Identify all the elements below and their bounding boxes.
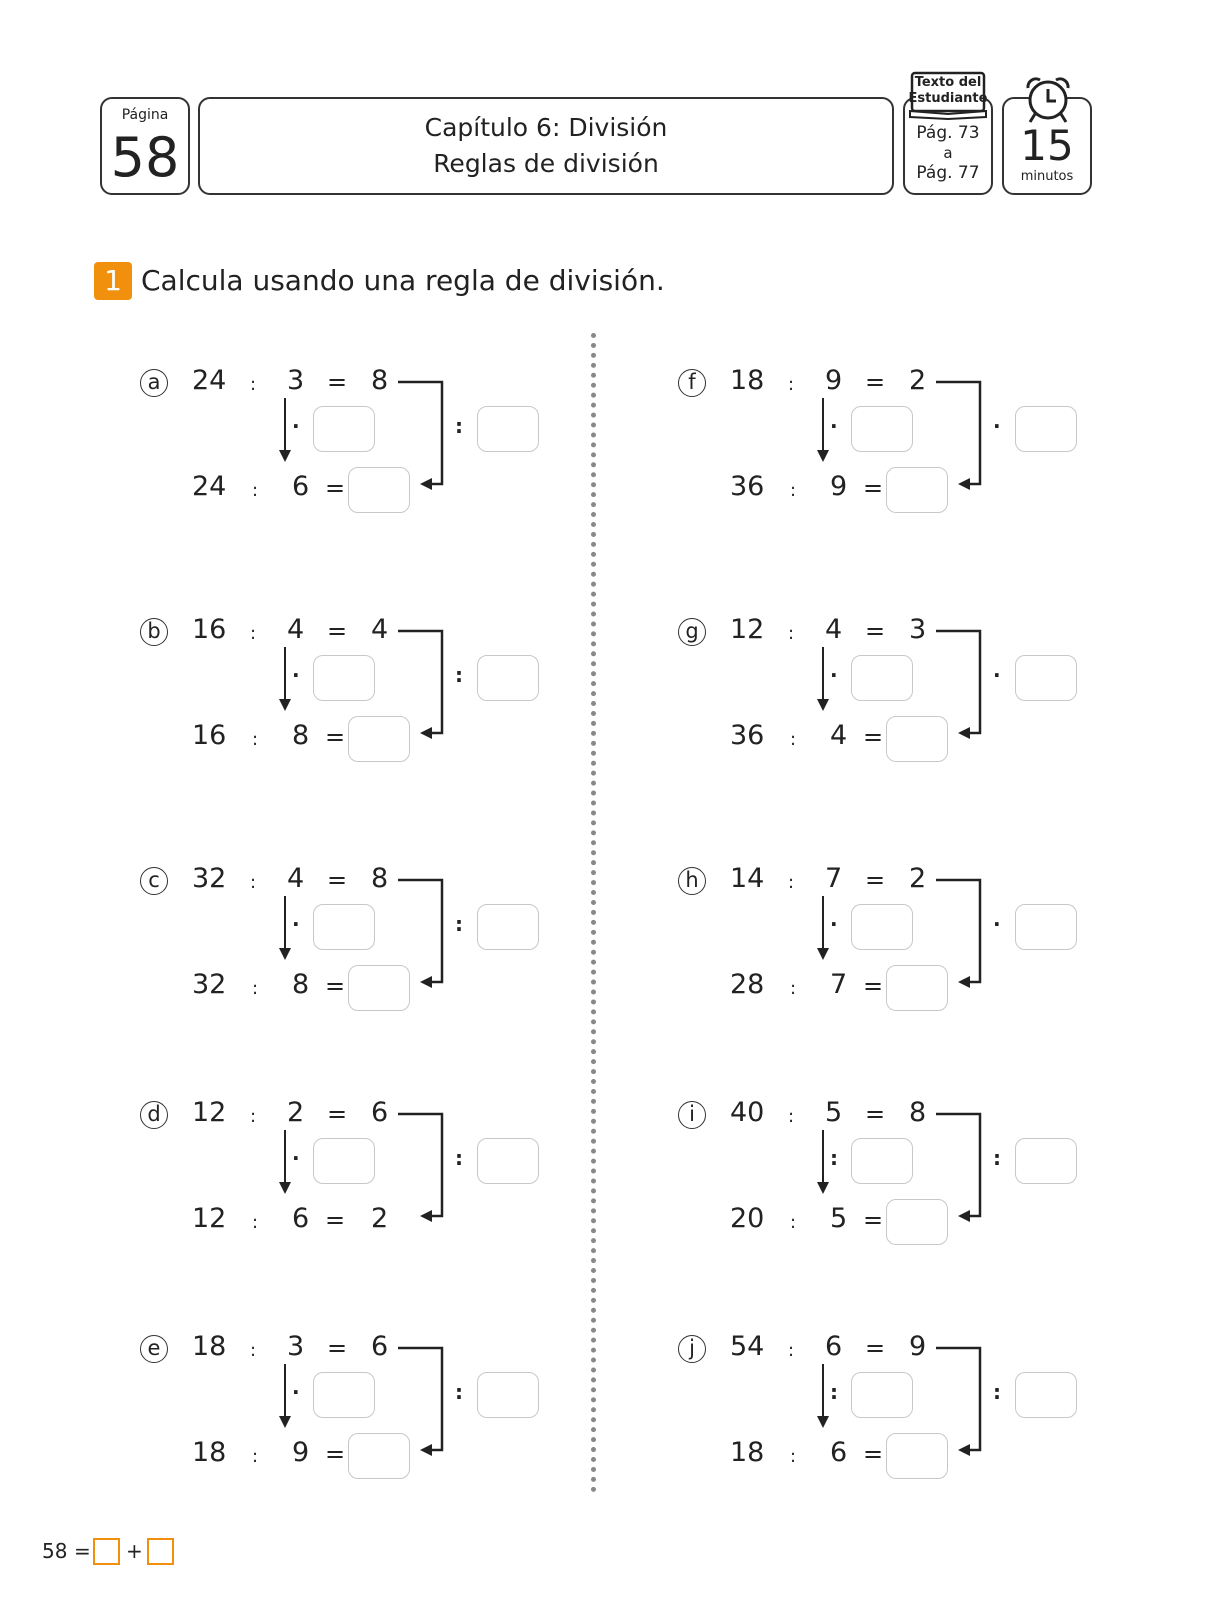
- bottom-equals: =: [325, 972, 346, 1000]
- bottom-divisor: 5: [830, 1203, 848, 1234]
- problem-label: c: [140, 867, 168, 895]
- bottom-divide-sign: :: [790, 729, 797, 750]
- problem-label: a: [140, 369, 168, 397]
- top-equals: =: [865, 1100, 886, 1128]
- top-divide-sign: :: [250, 623, 257, 644]
- minutes-value: 15: [1020, 121, 1074, 170]
- bottom-dividend: 24: [192, 471, 227, 502]
- bottom-dividend: 32: [192, 969, 227, 1000]
- arrows-icon: [140, 362, 460, 512]
- bottom-dividend: 36: [730, 471, 765, 502]
- top-quotient: 9: [909, 1331, 927, 1362]
- top-dividend: 12: [192, 1097, 227, 1128]
- bottom-divisor: 8: [292, 720, 310, 751]
- left-operator: ·: [830, 912, 838, 936]
- answer-box-right[interactable]: [1015, 406, 1077, 452]
- top-quotient: 3: [909, 614, 927, 645]
- left-operator: ·: [292, 414, 300, 438]
- page-number: 58: [110, 126, 180, 189]
- top-dividend: 24: [192, 365, 227, 396]
- top-divide-sign: :: [788, 374, 795, 395]
- bottom-divisor: 7: [830, 969, 848, 1000]
- left-operator: ·: [292, 912, 300, 936]
- top-equals: =: [327, 1334, 348, 1362]
- bottom-equals: =: [325, 474, 346, 502]
- right-operator: :: [993, 1146, 1001, 1170]
- bottom-divisor: 8: [292, 969, 310, 1000]
- column-divider: [591, 333, 596, 1493]
- left-operator: ·: [292, 1146, 300, 1170]
- bottom-dividend: 16: [192, 720, 227, 751]
- bottom-equals: =: [863, 1440, 884, 1468]
- problem-label: g: [678, 618, 706, 646]
- bottom-divisor: 9: [292, 1437, 310, 1468]
- exercise-instruction: Calcula usando una regla de división.: [141, 264, 665, 297]
- left-operator: ·: [292, 663, 300, 687]
- answer-box-right[interactable]: [477, 655, 539, 701]
- top-divisor: 2: [287, 1097, 305, 1128]
- right-operator: :: [455, 1146, 463, 1170]
- footer-equals: =: [74, 1539, 91, 1563]
- left-operator: ·: [292, 1380, 300, 1404]
- top-dividend: 40: [730, 1097, 765, 1128]
- bottom-divide-sign: :: [790, 978, 797, 999]
- bottom-equals: =: [325, 723, 346, 751]
- answer-box-right[interactable]: [477, 406, 539, 452]
- top-divide-sign: :: [250, 374, 257, 395]
- right-operator: ·: [993, 663, 1001, 687]
- arrows-icon: [678, 611, 998, 761]
- top-divide-sign: :: [250, 1106, 257, 1127]
- arrows-icon: [678, 1094, 998, 1244]
- bottom-divide-sign: :: [790, 480, 797, 501]
- bottom-equals: =: [863, 972, 884, 1000]
- problem-label: d: [140, 1101, 168, 1129]
- left-operator: :: [830, 1146, 838, 1170]
- top-dividend: 14: [730, 863, 765, 894]
- bottom-equals: =: [863, 723, 884, 751]
- right-operator: :: [455, 1380, 463, 1404]
- top-equals: =: [327, 1100, 348, 1128]
- top-quotient: 2: [909, 863, 927, 894]
- right-operator: :: [993, 1380, 1001, 1404]
- left-operator: ·: [830, 663, 838, 687]
- pages-sep: a: [943, 144, 953, 162]
- answer-box-right[interactable]: [1015, 655, 1077, 701]
- top-equals: =: [327, 617, 348, 645]
- pages-from: Pág. 73: [916, 123, 980, 143]
- right-operator: ·: [993, 912, 1001, 936]
- top-quotient: 6: [371, 1097, 389, 1128]
- top-dividend: 18: [192, 1331, 227, 1362]
- bottom-divisor: 4: [830, 720, 848, 751]
- book-line1: Texto del: [914, 75, 982, 90]
- top-dividend: 32: [192, 863, 227, 894]
- answer-box-right[interactable]: [1015, 904, 1077, 950]
- bottom-divide-sign: :: [252, 480, 259, 501]
- problem-label: j: [678, 1335, 706, 1363]
- bottom-equals: =: [863, 474, 884, 502]
- alarm-clock-icon: [1022, 76, 1074, 124]
- top-divisor: 9: [825, 365, 843, 396]
- bottom-equals: =: [325, 1206, 346, 1234]
- book-line2: Estudiante: [908, 91, 988, 106]
- exercise-number: 1: [94, 262, 132, 300]
- bottom-divide-sign: :: [790, 1212, 797, 1233]
- top-divide-sign: :: [788, 1106, 795, 1127]
- answer-box-right[interactable]: [1015, 1372, 1077, 1418]
- right-operator: ·: [993, 414, 1001, 438]
- top-divisor: 4: [825, 614, 843, 645]
- bottom-dividend: 20: [730, 1203, 765, 1234]
- answer-box-right[interactable]: [477, 904, 539, 950]
- arrows-icon: [140, 860, 460, 1010]
- top-divisor: 6: [825, 1331, 843, 1362]
- top-divisor: 4: [287, 614, 305, 645]
- bottom-divisor: 6: [292, 1203, 310, 1234]
- arrows-icon: [140, 611, 460, 761]
- top-quotient: 6: [371, 1331, 389, 1362]
- answer-box-right[interactable]: [477, 1138, 539, 1184]
- arrows-icon: [678, 1328, 998, 1478]
- footer-box-2: [147, 1538, 174, 1565]
- footer-plus: +: [126, 1539, 143, 1563]
- bottom-divide-sign: :: [252, 1212, 259, 1233]
- answer-box-right[interactable]: [1015, 1138, 1077, 1184]
- top-equals: =: [327, 866, 348, 894]
- bottom-equals: =: [325, 1440, 346, 1468]
- bottom-dividend: 18: [730, 1437, 765, 1468]
- bottom-equals: =: [863, 1206, 884, 1234]
- left-operator: ·: [830, 414, 838, 438]
- top-divide-sign: :: [250, 1340, 257, 1361]
- problem-label: b: [140, 618, 168, 646]
- arrows-icon: [140, 1094, 460, 1244]
- top-divisor: 3: [287, 1331, 305, 1362]
- top-quotient: 2: [909, 365, 927, 396]
- top-divisor: 3: [287, 365, 305, 396]
- top-dividend: 12: [730, 614, 765, 645]
- arrows-icon: [140, 1328, 460, 1478]
- bottom-divide-sign: :: [252, 729, 259, 750]
- right-operator: :: [455, 663, 463, 687]
- top-equals: =: [865, 617, 886, 645]
- page-number-box: [100, 97, 190, 195]
- top-quotient: 8: [909, 1097, 927, 1128]
- chapter-title: Capítulo 6: División: [424, 113, 668, 142]
- top-quotient: 8: [371, 365, 389, 396]
- bottom-dividend: 12: [192, 1203, 227, 1234]
- right-operator: :: [455, 912, 463, 936]
- chapter-title-box: [198, 97, 894, 195]
- bottom-divisor: 9: [830, 471, 848, 502]
- top-equals: =: [327, 368, 348, 396]
- pages-to: Pág. 77: [916, 163, 980, 183]
- footer-box-1: [93, 1538, 120, 1565]
- footer-page: 58: [42, 1539, 68, 1563]
- problem-label: e: [140, 1335, 168, 1363]
- top-equals: =: [865, 1334, 886, 1362]
- problem-label: i: [678, 1101, 706, 1129]
- top-divisor: 7: [825, 863, 843, 894]
- bottom-divisor: 6: [292, 471, 310, 502]
- top-dividend: 18: [730, 365, 765, 396]
- bottom-dividend: 36: [730, 720, 765, 751]
- bottom-quotient: 2: [371, 1203, 389, 1234]
- arrows-icon: [678, 362, 998, 512]
- top-divide-sign: :: [788, 623, 795, 644]
- problem-label: f: [678, 369, 706, 397]
- top-divisor: 4: [287, 863, 305, 894]
- minutes-label: minutos: [1020, 169, 1074, 184]
- top-quotient: 8: [371, 863, 389, 894]
- problem-label: h: [678, 867, 706, 895]
- top-divide-sign: :: [788, 872, 795, 893]
- top-dividend: 54: [730, 1331, 765, 1362]
- bottom-divisor: 6: [830, 1437, 848, 1468]
- top-dividend: 16: [192, 614, 227, 645]
- bottom-divide-sign: :: [252, 1446, 259, 1467]
- top-quotient: 4: [371, 614, 389, 645]
- top-divide-sign: :: [250, 872, 257, 893]
- bottom-divide-sign: :: [252, 978, 259, 999]
- top-divisor: 5: [825, 1097, 843, 1128]
- bottom-dividend: 18: [192, 1437, 227, 1468]
- page-label: Página: [121, 107, 169, 123]
- top-equals: =: [865, 866, 886, 894]
- arrows-icon: [678, 860, 998, 1010]
- answer-box-right[interactable]: [477, 1372, 539, 1418]
- top-divide-sign: :: [788, 1340, 795, 1361]
- top-equals: =: [865, 368, 886, 396]
- left-operator: :: [830, 1380, 838, 1404]
- bottom-dividend: 28: [730, 969, 765, 1000]
- book-icon: [908, 70, 988, 120]
- right-operator: :: [455, 414, 463, 438]
- topic-title: Reglas de división: [433, 149, 659, 178]
- bottom-divide-sign: :: [790, 1446, 797, 1467]
